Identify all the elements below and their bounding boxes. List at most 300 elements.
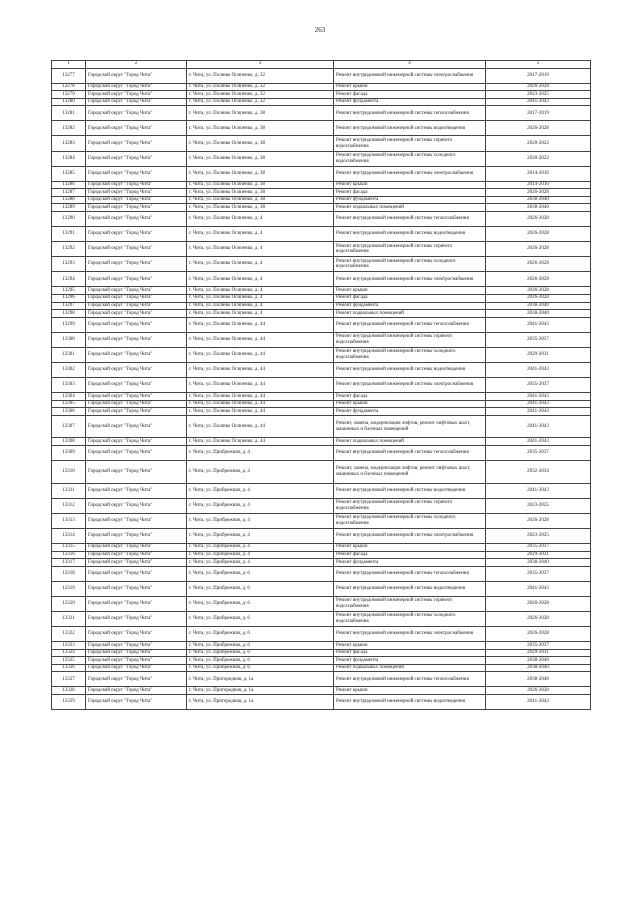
row-number-cell: 13325: [52, 657, 86, 665]
table-row: [52, 445, 591, 460]
address-cell: г. Чита, ул. Прибрежная, д. 6: [187, 611, 334, 626]
row-number-cell: 13300: [52, 332, 86, 347]
address-cell: г. Чита, ул. Прибрежная, д. 6: [187, 664, 334, 672]
municipality-cell: Городской округ "Город Чита": [86, 189, 187, 197]
municipality-cell: Городской округ "Город Чита": [86, 68, 187, 83]
address-cell: г. Чита, ул. Полины Осипенко, д. 38: [187, 136, 334, 151]
municipality-cell: Городской округ "Город Чита": [86, 400, 187, 408]
column-header: 2: [86, 61, 187, 69]
row-number-cell: 13278: [52, 83, 86, 91]
municipality-cell: Городской округ "Город Чита": [86, 377, 187, 392]
row-number-cell: 13318: [52, 566, 86, 581]
municipality-cell: Городской округ "Город Чита": [86, 287, 187, 295]
period-cell: 2041-2043: [486, 393, 591, 401]
period-cell: 2041-2043: [486, 415, 591, 438]
address-cell: г. Чита, ул. Полины Осипенко, д. 44: [187, 393, 334, 401]
row-number-cell: 13308: [52, 438, 86, 446]
address-cell: г. Чита, ул. Прибрежная, д. 6: [187, 627, 334, 642]
work-type-cell: Ремонт подвальных помещений: [334, 664, 486, 672]
column-header: 5: [486, 61, 591, 69]
municipality-cell: Городской округ "Город Чита": [86, 227, 187, 242]
municipality-cell: Городской округ "Город Чита": [86, 664, 187, 672]
column-header: 4: [334, 61, 486, 69]
row-number-cell: 13288: [52, 196, 86, 204]
table-row: [52, 211, 591, 226]
address-cell: г. Чита, ул. Прибрежная, д. 4: [187, 544, 334, 552]
municipality-cell: Городской округ "Город Чита": [86, 627, 187, 642]
address-cell: г. Чита, ул. Полины Осипенко, д. 44: [187, 347, 334, 362]
table-row: [52, 657, 591, 665]
table-row: [52, 272, 591, 287]
table-row: [52, 227, 591, 242]
address-cell: г. Чита, ул. Полины Осипенко, д. 44: [187, 332, 334, 347]
municipality-cell: Городской округ "Город Чита": [86, 211, 187, 226]
work-type-cell: Ремонт внутридомовой инженерной системы теплоснабжения: [334, 211, 486, 226]
table-row: [52, 83, 591, 91]
municipality-cell: Городской округ "Город Чита": [86, 528, 187, 543]
row-number-cell: 13327: [52, 672, 86, 687]
work-type-cell: Ремонт подвальных помещений: [334, 310, 486, 318]
table-row: [52, 649, 591, 657]
work-type-cell: Ремонт фундамента: [334, 302, 486, 310]
address-cell: г. Чита, ул. Прибрежная, д. 4: [187, 551, 334, 559]
row-number-cell: 13296: [52, 294, 86, 302]
municipality-cell: Городской округ "Город Чита": [86, 302, 187, 310]
table-row: [52, 377, 591, 392]
work-type-cell: Ремонт фундамента: [334, 98, 486, 106]
address-cell: г. Чита, ул. Полины Осипенко, д. 22: [187, 91, 334, 99]
address-cell: г. Чита, ул. Прибрежная, д. 6: [187, 642, 334, 650]
address-cell: г. Чита, ул. Полины Осипенко, д. 4: [187, 272, 334, 287]
period-cell: 2038-2040: [486, 664, 591, 672]
table-row: [52, 242, 591, 257]
work-type-cell: Ремонт крыши: [334, 400, 486, 408]
address-cell: г. Чита, ул. Полины Осипенко, д. 44: [187, 400, 334, 408]
address-cell: г. Чита, ул. Полины Осипенко, д. 44: [187, 362, 334, 377]
period-cell: 2041-2043: [486, 438, 591, 446]
row-number-cell: 13294: [52, 272, 86, 287]
municipality-cell: Городской округ "Город Чита": [86, 393, 187, 401]
table-row: [52, 151, 591, 166]
work-type-cell: Ремонт внутридомовой инженерной системы водоотведения: [334, 581, 486, 596]
period-cell: 2041-2043: [486, 581, 591, 596]
address-cell: г. Чита, ул. Полины Осипенко, д. 44: [187, 317, 334, 332]
work-type-cell: Ремонт крыши: [334, 687, 486, 695]
municipality-cell: Городской округ "Город Чита": [86, 294, 187, 302]
work-type-cell: Ремонт внутридомовой инженерной системы водоотведения: [334, 227, 486, 242]
work-type-cell: Ремонт крыши: [334, 181, 486, 189]
period-cell: 2026-2028: [486, 687, 591, 695]
municipality-cell: Городской округ "Город Чита": [86, 408, 187, 416]
municipality-cell: Городской округ "Город Чита": [86, 272, 187, 287]
period-cell: 2038-2040: [486, 204, 591, 212]
address-cell: г. Чита, ул. Прибрежная, д. 4: [187, 559, 334, 567]
row-number-cell: 13313: [52, 513, 86, 528]
row-number-cell: 13299: [52, 317, 86, 332]
period-cell: 2029-2031: [486, 551, 591, 559]
table-row: [52, 332, 591, 347]
period-cell: 2020-2022: [486, 151, 591, 166]
row-number-cell: 13295: [52, 287, 86, 295]
address-cell: г. Чита, ул. Полины Осипенко, д. 38: [187, 166, 334, 181]
address-cell: г. Чита, ул. Полины Осипенко, д. 4: [187, 227, 334, 242]
address-cell: г. Чита, ул. Пригородная, д. 1а: [187, 687, 334, 695]
table-row: [52, 408, 591, 416]
row-number-cell: 13283: [52, 136, 86, 151]
table-row: [52, 257, 591, 272]
table-row: [52, 694, 591, 709]
period-cell: 2014-2016: [486, 166, 591, 181]
row-number-cell: 13287: [52, 189, 86, 197]
table-row: [52, 287, 591, 295]
address-cell: г. Чита, ул. Прибрежная, д. 4: [187, 445, 334, 460]
row-number-cell: 13317: [52, 559, 86, 567]
municipality-cell: Городской округ "Город Чита": [86, 347, 187, 362]
municipality-cell: Городской округ "Город Чита": [86, 438, 187, 446]
table-row: [52, 196, 591, 204]
period-cell: 2029-2031: [486, 649, 591, 657]
work-type-cell: Ремонт внутридомовой инженерной системы холодного водоснабжения: [334, 347, 486, 362]
work-type-cell: Ремонт внутридомовой инженерной системы горячего водоснабжения: [334, 332, 486, 347]
period-cell: 2035-2037: [486, 566, 591, 581]
municipality-cell: Городской округ "Город Чита": [86, 106, 187, 121]
work-type-cell: Ремонт внутридомовой инженерной системы водоотведения: [334, 121, 486, 136]
row-number-cell: 13293: [52, 257, 86, 272]
table-row: [52, 672, 591, 687]
period-cell: 2041-2043: [486, 400, 591, 408]
row-number-cell: 13314: [52, 528, 86, 543]
work-type-cell: Ремонт фундамента: [334, 559, 486, 567]
row-number-cell: 13284: [52, 151, 86, 166]
period-cell: 2026-2028: [486, 121, 591, 136]
row-number-cell: 13321: [52, 611, 86, 626]
municipality-cell: Городской округ "Город Чита": [86, 581, 187, 596]
period-cell: 2026-2028: [486, 227, 591, 242]
address-cell: г. Чита, ул. Полины Осипенко, д. 38: [187, 204, 334, 212]
row-number-cell: 13277: [52, 68, 86, 83]
work-type-cell: Ремонт фасада: [334, 91, 486, 99]
period-cell: 2026-2028: [486, 513, 591, 528]
address-cell: г. Чита, ул. Полины Осипенко, д. 38: [187, 189, 334, 197]
period-cell: 2029-2031: [486, 347, 591, 362]
row-number-cell: 13328: [52, 687, 86, 695]
work-type-cell: Ремонт фундамента: [334, 196, 486, 204]
municipality-cell: Городской округ "Город Чита": [86, 415, 187, 438]
period-cell: 2026-2028: [486, 627, 591, 642]
address-cell: г. Чита, ул. Полины Осипенко, д. 4: [187, 257, 334, 272]
period-cell: 2026-2028: [486, 611, 591, 626]
row-number-cell: 13280: [52, 98, 86, 106]
period-cell: 2026-2028: [486, 596, 591, 611]
work-type-cell: Ремонт внутридомовой инженерной системы теплоснабжения: [334, 445, 486, 460]
table-row: [52, 664, 591, 672]
table-row: [52, 559, 591, 567]
address-cell: г. Чита, ул. Полины Осипенко, д. 4: [187, 242, 334, 257]
work-type-cell: Ремонт внутридомовой инженерной системы теплоснабжения: [334, 566, 486, 581]
period-cell: 2026-2028: [486, 189, 591, 197]
table-row: [52, 513, 591, 528]
municipality-cell: Городской округ "Город Чита": [86, 657, 187, 665]
work-type-cell: Ремонт внутридомовой инженерной системы электроснабжения: [334, 627, 486, 642]
row-number-cell: 13289: [52, 204, 86, 212]
address-cell: г. Чита, ул. Полины Осипенко, д. 22: [187, 68, 334, 83]
address-cell: г. Чита, ул. Полины Осипенко, д. 4: [187, 211, 334, 226]
municipality-cell: Городской округ "Город Чита": [86, 649, 187, 657]
row-number-cell: 13312: [52, 498, 86, 513]
table-row: [52, 91, 591, 99]
municipality-cell: Городской округ "Город Чита": [86, 136, 187, 151]
period-cell: 2035-2037: [486, 332, 591, 347]
table-header-row: [52, 61, 591, 69]
work-type-cell: Ремонт внутридомовой инженерной системы электроснабжения: [334, 166, 486, 181]
row-number-cell: 13320: [52, 596, 86, 611]
address-cell: г. Чита, ул. Полины Осипенко, д. 4: [187, 302, 334, 310]
row-number-cell: 13319: [52, 581, 86, 596]
period-cell: 2014-2016: [486, 181, 591, 189]
table-body: [52, 61, 591, 710]
period-cell: 2038-2040: [486, 657, 591, 665]
address-cell: г. Чита, ул. Полины Осипенко, д. 38: [187, 181, 334, 189]
period-cell: 2020-2022: [486, 136, 591, 151]
address-cell: г. Чита, ул. Полины Осипенко, д. 38: [187, 196, 334, 204]
municipality-cell: Городской округ "Город Чита": [86, 544, 187, 552]
table-row: [52, 181, 591, 189]
period-cell: 2041-2043: [486, 317, 591, 332]
period-cell: 2026-2028: [486, 272, 591, 287]
work-type-cell: Ремонт подвальных помещений: [334, 438, 486, 446]
work-type-cell: Ремонт фасада: [334, 189, 486, 197]
row-number-cell: 13285: [52, 166, 86, 181]
address-cell: г. Чита, ул. Прибрежная, д. 6: [187, 566, 334, 581]
work-type-cell: Ремонт, замена, модернизация лифтов, ремонт лифтовых шахт, машинных и блочных помещений: [334, 415, 486, 438]
work-type-cell: Ремонт внутридомовой инженерной системы горячего водоснабжения: [334, 136, 486, 151]
municipality-cell: Городской округ "Город Чита": [86, 498, 187, 513]
row-number-cell: 13306: [52, 408, 86, 416]
period-cell: 2026-2028: [486, 242, 591, 257]
table-row: [52, 121, 591, 136]
address-cell: г. Чита, ул. Полины Осипенко, д. 4: [187, 294, 334, 302]
row-number-cell: 13290: [52, 211, 86, 226]
address-cell: г. Чита, ул. Полины Осипенко, д. 38: [187, 121, 334, 136]
row-number-cell: 13311: [52, 483, 86, 498]
municipality-cell: Городской округ "Город Чита": [86, 445, 187, 460]
table-row: [52, 566, 591, 581]
period-cell: 2017-2019: [486, 68, 591, 83]
work-type-cell: Ремонт крыши: [334, 83, 486, 91]
period-cell: 2035-2037: [486, 642, 591, 650]
work-type-cell: Ремонт фасада: [334, 551, 486, 559]
address-cell: г. Чита, ул. Прибрежная, д. 6: [187, 649, 334, 657]
row-number-cell: 13316: [52, 551, 86, 559]
municipality-cell: Городской округ "Город Чита": [86, 687, 187, 695]
table-row: [52, 302, 591, 310]
row-number-cell: 13304: [52, 393, 86, 401]
work-type-cell: Ремонт внутридомовой инженерной системы теплоснабжения: [334, 317, 486, 332]
municipality-cell: Городской округ "Город Чита": [86, 332, 187, 347]
period-cell: 2026-2028: [486, 287, 591, 295]
row-number-cell: 13303: [52, 377, 86, 392]
table-row: [52, 544, 591, 552]
period-cell: 2026-2028: [486, 294, 591, 302]
period-cell: 2035-2037: [486, 544, 591, 552]
period-cell: 2041-2043: [486, 694, 591, 709]
period-cell: 2026-2028: [486, 257, 591, 272]
table-row: [52, 136, 591, 151]
period-cell: 2035-2037: [486, 377, 591, 392]
address-cell: г. Чита, ул. Полины Осипенко, д. 4: [187, 287, 334, 295]
column-header: 3: [187, 61, 334, 69]
address-cell: г. Чита, ул. Прибрежная, д. 6: [187, 581, 334, 596]
table-row: [52, 294, 591, 302]
period-cell: 2041-2043: [486, 483, 591, 498]
period-cell: 2035-2037: [486, 445, 591, 460]
capital-repair-table: [51, 60, 591, 710]
work-type-cell: Ремонт фасада: [334, 294, 486, 302]
work-type-cell: Ремонт подвальных помещений: [334, 204, 486, 212]
municipality-cell: Городской округ "Город Чита": [86, 483, 187, 498]
table-row: [52, 347, 591, 362]
period-cell: 2038-2040: [486, 310, 591, 318]
row-number-cell: 13326: [52, 664, 86, 672]
work-type-cell: Ремонт внутридомовой инженерной системы холодного водоснабжения: [334, 257, 486, 272]
municipality-cell: Городской округ "Город Чита": [86, 181, 187, 189]
address-cell: г. Чита, ул. Прибрежная, д. 4: [187, 483, 334, 498]
work-type-cell: Ремонт внутридомовой инженерной системы водоотведения: [334, 362, 486, 377]
row-number-cell: 13301: [52, 347, 86, 362]
table-row: [52, 611, 591, 626]
period-cell: 2041-2043: [486, 362, 591, 377]
municipality-cell: Городской округ "Город Чита": [86, 513, 187, 528]
municipality-cell: Городской округ "Город Чита": [86, 559, 187, 567]
municipality-cell: Городской округ "Город Чита": [86, 642, 187, 650]
period-cell: 2041-2043: [486, 408, 591, 416]
address-cell: г. Чита, ул. Прибрежная, д. 4: [187, 513, 334, 528]
work-type-cell: Ремонт внутридомовой инженерной системы холодного водоснабжения: [334, 151, 486, 166]
work-type-cell: Ремонт внутридомовой инженерной системы водоотведения: [334, 694, 486, 709]
municipality-cell: Городской округ "Город Чита": [86, 460, 187, 483]
row-number-cell: 13322: [52, 627, 86, 642]
period-cell: 2023-2025: [486, 91, 591, 99]
table-row: [52, 393, 591, 401]
period-cell: 2023-2025: [486, 498, 591, 513]
work-type-cell: Ремонт внутридомовой инженерной системы горячего водоснабжения: [334, 242, 486, 257]
row-number-cell: 13282: [52, 121, 86, 136]
address-cell: г. Чита, ул. Прибрежная, д. 4: [187, 498, 334, 513]
table-row: [52, 551, 591, 559]
row-number-cell: 13298: [52, 310, 86, 318]
address-cell: г. Чита, ул. Полины Осипенко, д. 38: [187, 151, 334, 166]
municipality-cell: Городской округ "Город Чита": [86, 611, 187, 626]
table-row: [52, 687, 591, 695]
column-header: 1: [52, 61, 86, 69]
period-cell: 2026-2028: [486, 211, 591, 226]
period-cell: 2038-2040: [486, 302, 591, 310]
municipality-cell: Городской округ "Город Чита": [86, 551, 187, 559]
row-number-cell: 13297: [52, 302, 86, 310]
table-row: [52, 204, 591, 212]
municipality-cell: Городской округ "Город Чита": [86, 596, 187, 611]
period-cell: 2026-2028: [486, 83, 591, 91]
address-cell: г. Чита, ул. Прибрежная, д. 6: [187, 657, 334, 665]
municipality-cell: Городской округ "Город Чита": [86, 83, 187, 91]
table-row: [52, 166, 591, 181]
table-row: [52, 98, 591, 106]
work-type-cell: Ремонт внутридомовой инженерной системы теплоснабжения: [334, 672, 486, 687]
table-row: [52, 310, 591, 318]
period-cell: 2032-2034: [486, 460, 591, 483]
period-cell: 2038-2040: [486, 196, 591, 204]
municipality-cell: Городской округ "Город Чита": [86, 196, 187, 204]
row-number-cell: 13291: [52, 227, 86, 242]
work-type-cell: Ремонт внутридомовой инженерной системы холодного водоснабжения: [334, 513, 486, 528]
municipality-cell: Городской округ "Город Чита": [86, 317, 187, 332]
municipality-cell: Городской округ "Город Чита": [86, 166, 187, 181]
work-type-cell: Ремонт крыши: [334, 287, 486, 295]
address-cell: г. Чита, ул. Полины Осипенко, д. 38: [187, 106, 334, 121]
municipality-cell: Городской округ "Город Чита": [86, 257, 187, 272]
table-row: [52, 627, 591, 642]
work-type-cell: Ремонт внутридомовой инженерной системы электроснабжения: [334, 272, 486, 287]
municipality-cell: Городской округ "Город Чита": [86, 672, 187, 687]
period-cell: 2023-2025: [486, 528, 591, 543]
municipality-cell: Городской округ "Город Чита": [86, 91, 187, 99]
row-number-cell: 13324: [52, 649, 86, 657]
address-cell: г. Чита, ул. Прибрежная, д. 4: [187, 460, 334, 483]
row-number-cell: 13302: [52, 362, 86, 377]
work-type-cell: Ремонт внутридомовой инженерной системы горячего водоснабжения: [334, 596, 486, 611]
municipality-cell: Городской округ "Город Чита": [86, 566, 187, 581]
period-cell: 2038-2040: [486, 559, 591, 567]
address-cell: г. Чита, ул. Пригородная, д. 1а: [187, 672, 334, 687]
table-row: [52, 581, 591, 596]
address-cell: г. Чита, ул. Полины Осипенко, д. 44: [187, 377, 334, 392]
address-cell: г. Чита, ул. Полины Осипенко, д. 4: [187, 310, 334, 318]
table-row: [52, 498, 591, 513]
work-type-cell: Ремонт фундамента: [334, 657, 486, 665]
row-number-cell: 13309: [52, 445, 86, 460]
address-cell: г. Чита, ул. Полины Осипенко, д. 44: [187, 438, 334, 446]
row-number-cell: 13281: [52, 106, 86, 121]
work-type-cell: Ремонт фасада: [334, 393, 486, 401]
work-type-cell: Ремонт внутридомовой инженерной системы водоотведения: [334, 483, 486, 498]
municipality-cell: Городской округ "Город Чита": [86, 204, 187, 212]
table-row: [52, 362, 591, 377]
municipality-cell: Городской округ "Город Чита": [86, 121, 187, 136]
row-number-cell: 13292: [52, 242, 86, 257]
work-type-cell: Ремонт, замена, модернизация лифтов, ремонт лифтовых шахт, машинных и блочных помещений: [334, 460, 486, 483]
work-type-cell: Ремонт внутридомовой инженерной системы электроснабжения: [334, 68, 486, 83]
address-cell: г. Чита, ул. Прибрежная, д. 4: [187, 528, 334, 543]
table-row: [52, 68, 591, 83]
work-type-cell: Ремонт фасада: [334, 649, 486, 657]
address-cell: г. Чита, ул. Полины Осипенко, д. 44: [187, 408, 334, 416]
row-number-cell: 13286: [52, 181, 86, 189]
period-cell: 2038-2040: [486, 672, 591, 687]
row-number-cell: 13307: [52, 415, 86, 438]
table-row: [52, 106, 591, 121]
row-number-cell: 13315: [52, 544, 86, 552]
address-cell: г. Чита, ул. Пригородная, д. 1а: [187, 694, 334, 709]
municipality-cell: Городской округ "Город Чита": [86, 362, 187, 377]
row-number-cell: 13310: [52, 460, 86, 483]
municipality-cell: Городской округ "Город Чита": [86, 694, 187, 709]
page-number: 263: [314, 26, 326, 34]
table-row: [52, 189, 591, 197]
work-type-cell: Ремонт внутридомовой инженерной системы электроснабжения: [334, 377, 486, 392]
table-row: [52, 483, 591, 498]
work-type-cell: Ремонт фундамента: [334, 408, 486, 416]
table-row: [52, 400, 591, 408]
